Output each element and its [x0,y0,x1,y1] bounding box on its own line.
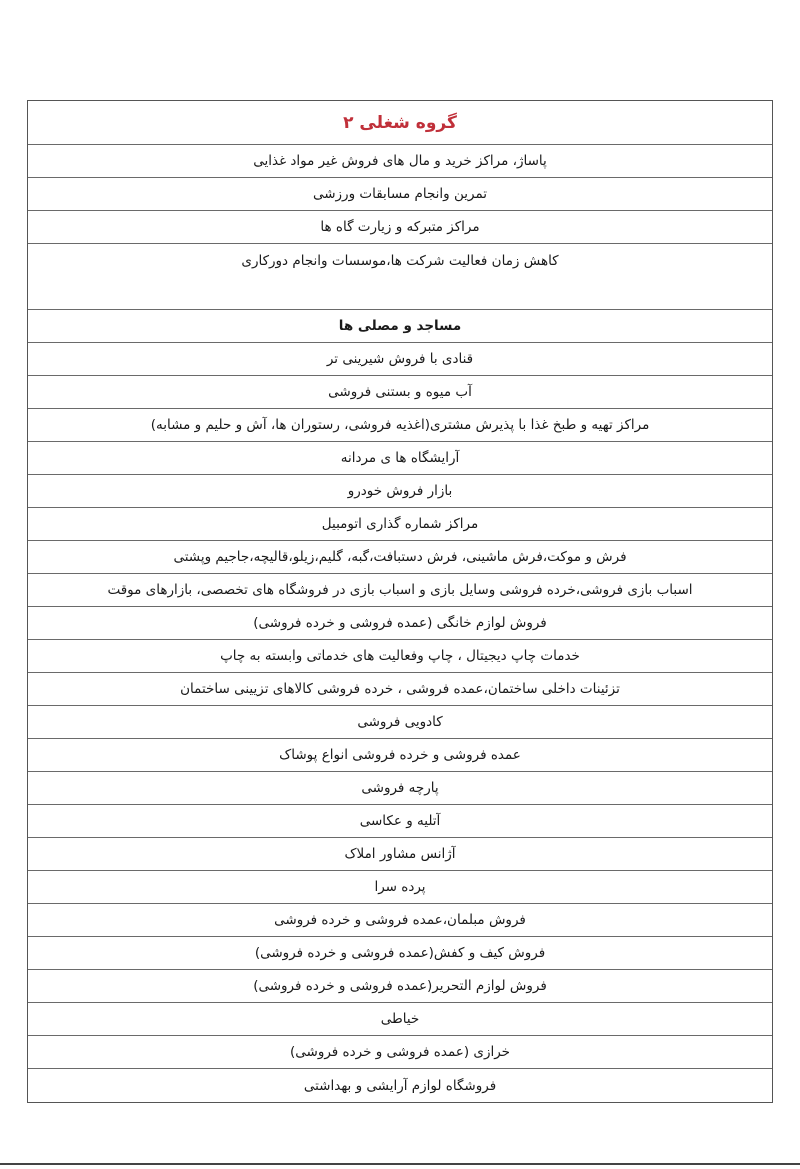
table-row: تمرین وانجام مسابقات ورزشی [28,178,772,211]
table-row: خرازی (عمده فروشی و خرده فروشی) [28,1036,772,1069]
table-row: خدمات چاپ دیجیتال ، چاپ وفعالیت های خدماتی وابسته به چاپ [28,640,772,673]
table-row: کادویی فروشی [28,706,772,739]
bottom-divider [0,1163,800,1165]
table-row: فرش و موکت،فرش ماشینی، فرش دستبافت،گبه، گلیم،زیلو،قالیچه،جاجیم وپشتی [28,541,772,574]
table-row: مساجد و مصلی ها [28,310,772,343]
table-row: کاهش زمان فعالیت شرکت ها،موسسات وانجام دورکاری [28,244,772,310]
table-row: آتلیه و عکاسی [28,805,772,838]
table-row: آژانس مشاور املاک [28,838,772,871]
table-row: فروشگاه لوازم آرایشی و بهداشتی [303,1077,497,1094]
table-row: فروش لوازم خانگی (عمده فروشی و خرده فروشی) [28,607,772,640]
table-row: آرایشگاه ها ی مردانه [28,442,772,475]
table-row: پرده سرا [28,871,772,904]
table-row: آب میوه و بستنی فروشی [28,376,772,409]
table-row: عمده فروشی و خرده فروشی انواع پوشاک [28,739,772,772]
table-row: اسباب بازی فروشی،خرده فروشی وسایل بازی و اسباب بازی در فروشگاه های تخصصی، بازارهای موقت [28,574,772,607]
table-row: پاساژ، مراکز خرید و مال های فروش غیر مواد غذایی [28,145,772,178]
table-row: فروش مبلمان،عمده فروشی و خرده فروشی [28,904,772,937]
table-row: فروش کیف و کفش(عمده فروشی و خرده فروشی) [28,937,772,970]
table-row: مراکز شماره گذاری اتومبیل [28,508,772,541]
table-title: گروه شغلی ۲ [28,101,772,145]
table-row: پارچه فروشی [28,772,772,805]
activity-table [27,100,773,1103]
table-row: تزئینات داخلی ساختمان،عمده فروشی ، خرده فروشی کالاهای تزیینی ساختمان [28,673,772,706]
table-row: خیاطی [28,1003,772,1036]
table-row: بازار فروش خودرو [28,475,772,508]
table-row: فروش لوازم التحریر(عمده فروشی و خرده فروشی) [28,970,772,1003]
table-row: قنادی با فروش شیرینی تر [28,343,772,376]
table-row: مراکز تهیه و طبخ غذا با پذیرش مشتری(اغذیه فروشی، رستوران ها، آش و حلیم و مشابه) [28,409,772,442]
table-row: مراکز متبرکه و زیارت گاه ها [28,211,772,244]
